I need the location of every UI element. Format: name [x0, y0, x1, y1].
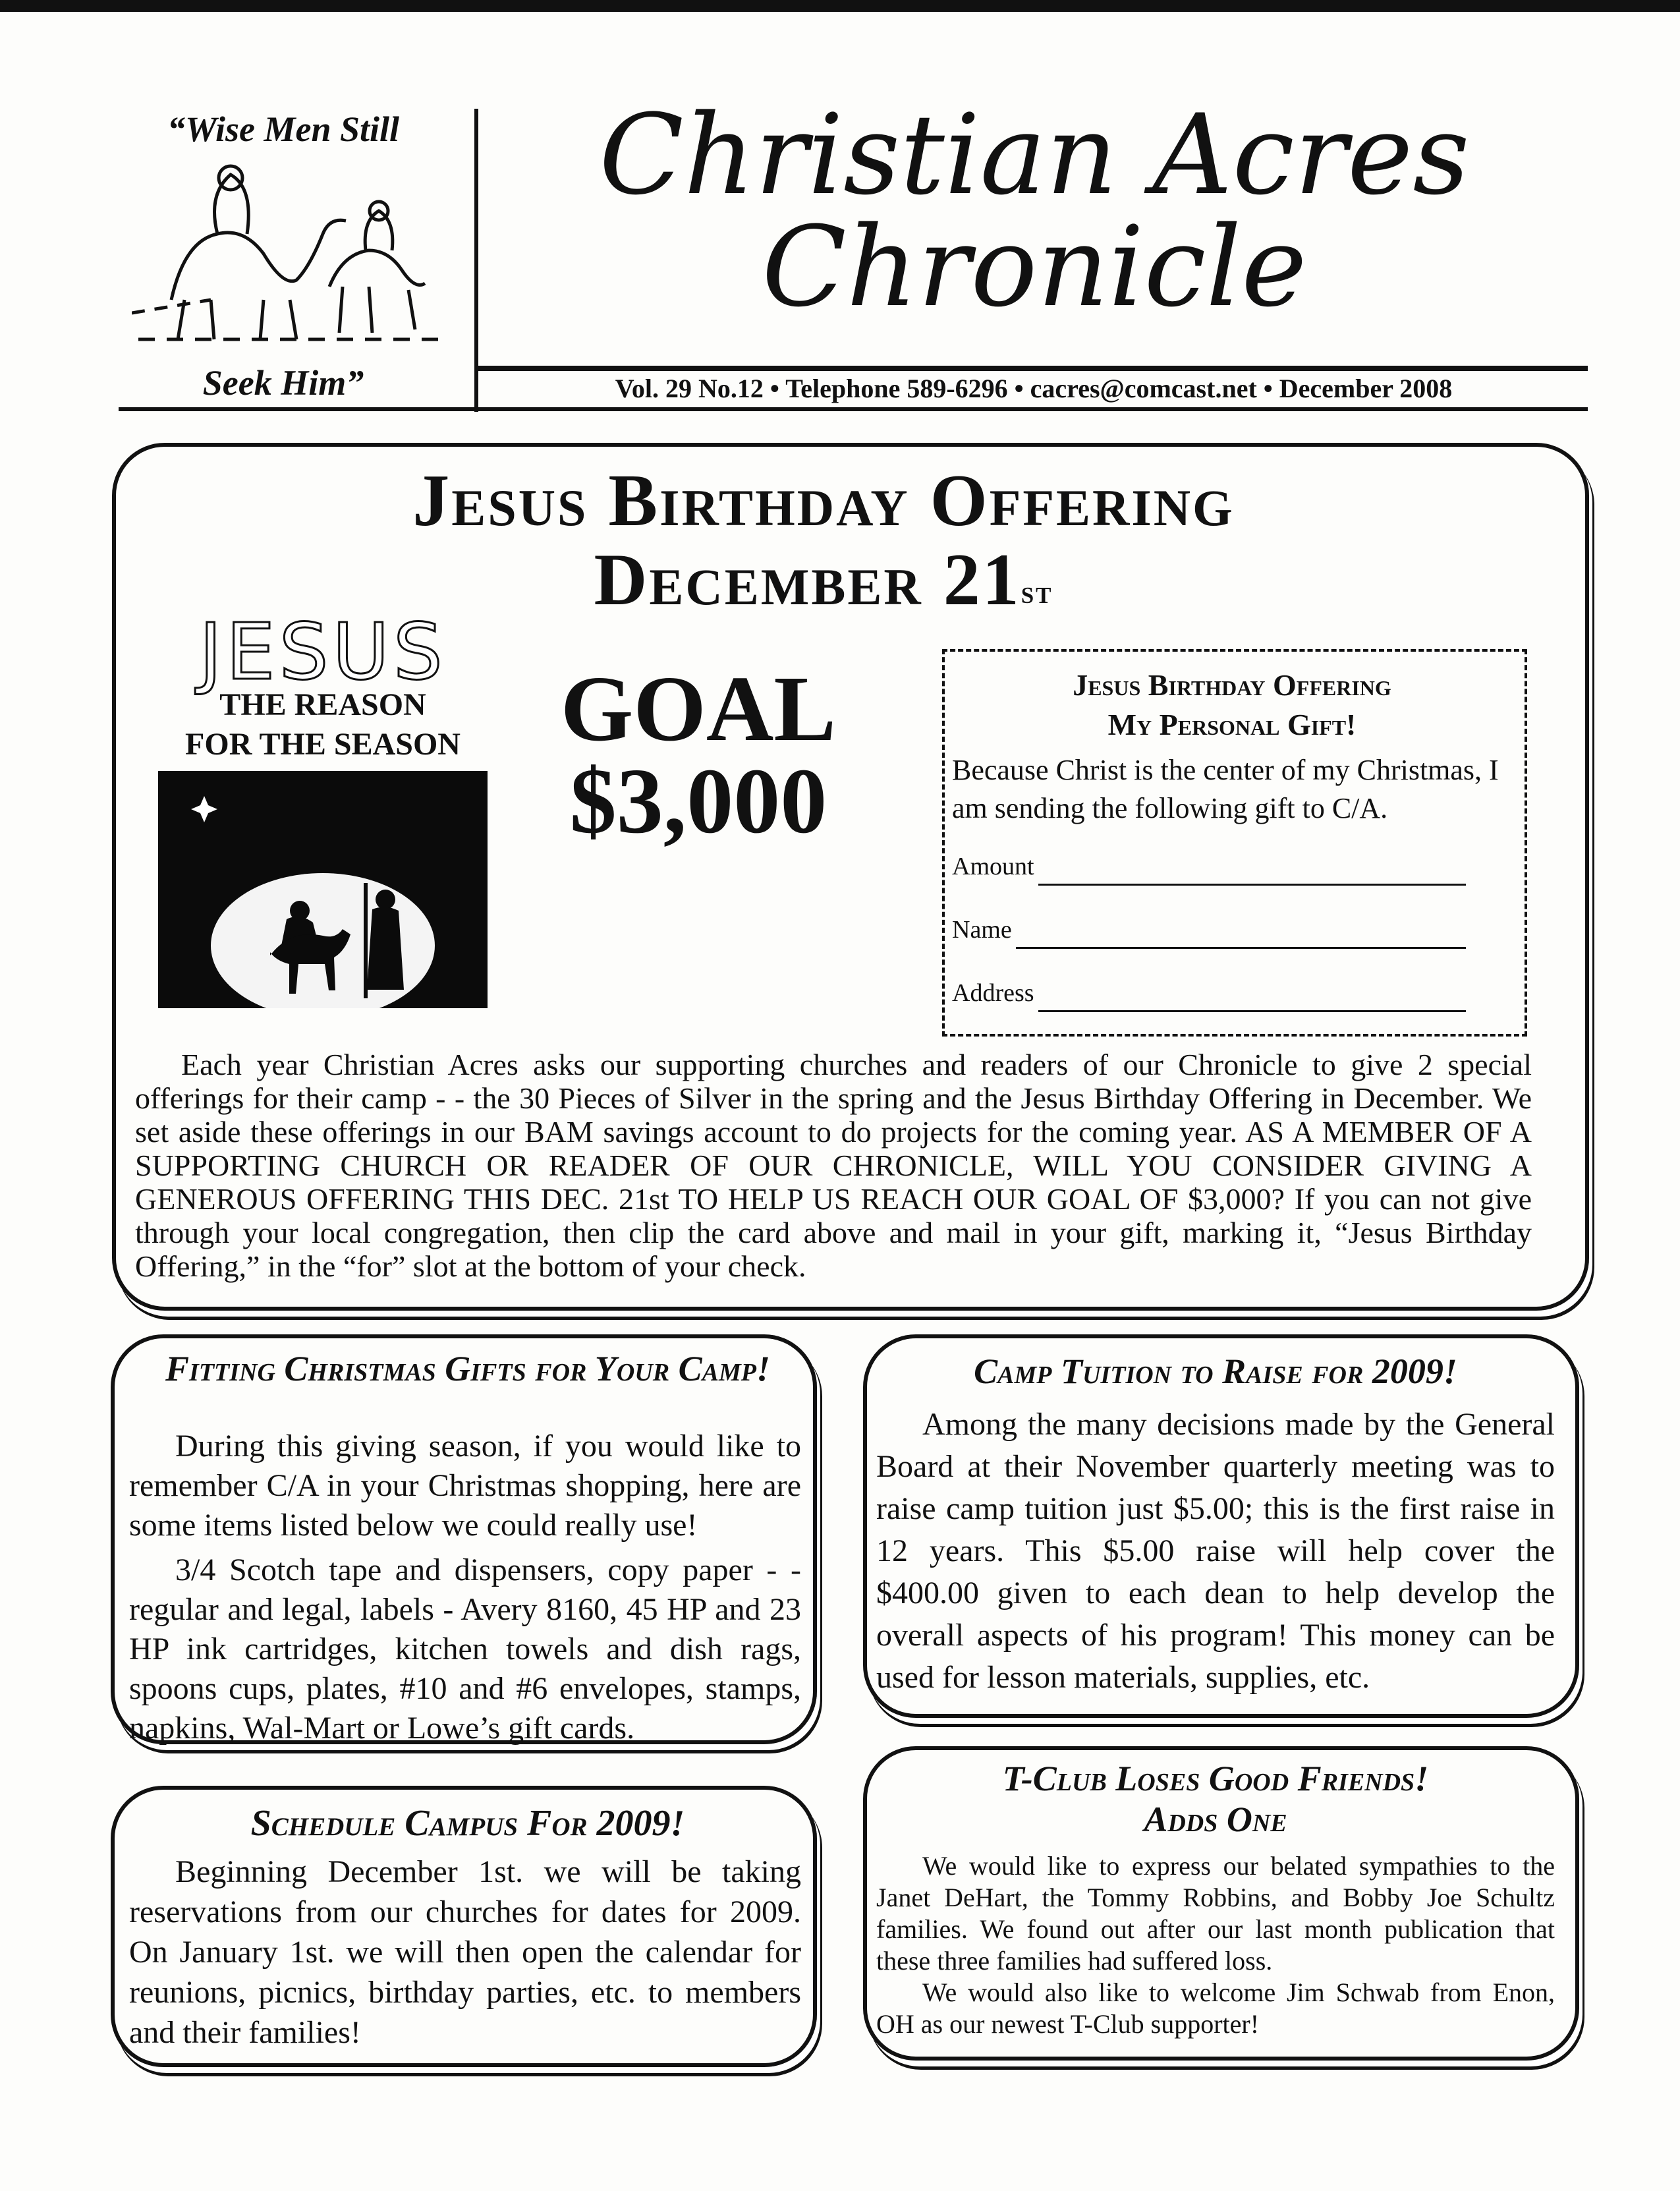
- tagline-top: “Wise Men Still: [167, 109, 400, 149]
- goal-amount: $3,000: [569, 749, 827, 853]
- gifts-title: Fitting Christmas Gifts for Your Camp!: [165, 1349, 770, 1388]
- goal: [514, 656, 883, 853]
- reason-for-season: THE REASON FOR THE SEASON: [185, 687, 461, 762]
- wise-men-camels-illustration: [132, 148, 455, 353]
- amount-field[interactable]: Amount: [952, 847, 1519, 886]
- nativity-image: [158, 771, 488, 1008]
- schedule-title: Schedule Campus For 2009!: [250, 1803, 685, 1844]
- address-field[interactable]: Address: [952, 974, 1519, 1012]
- offering-date: December 21st: [594, 539, 1053, 621]
- name-field[interactable]: Name: [952, 911, 1519, 949]
- gifts-body: During this giving season, if you would like to remember C/A in your Christmas shopping, here are some items listed below we could really use! 3/4 Scotch tape and dispensers, copy paper - - regular and legal, labels - Avery 8160, 45 HP and 23 HP ink cartridges, kitchen towels and dish rags, spoons cups, plates, #10 and #6 envelopes, stamps, napkins, Wal-Mart or Lowe’s gift cards.: [129, 1429, 801, 1746]
- coupon-title: Jesus Birthday Offering My Personal Gift!: [1073, 668, 1391, 741]
- tagline-bottom: Seek Him”: [202, 363, 364, 403]
- title-line-1: Christian Acres: [599, 90, 1470, 219]
- schedule-body: Beginning December 1st. we will be taking reservations from our churches for dates for 2009. On January 1st. we will then open the calendar for reunions, picnics, birthday parties, etc. to members and their families!: [129, 1854, 801, 2050]
- jesus-outline-heading: JESUS: [199, 606, 447, 697]
- offering-description: Each year Christian Acres asks our supporting churches and readers of our Chronicle to give 2 special offerings for their camp - - the 30 Pieces of Silver in the spring and the Jesus Birthday Offering in December. We set aside these offerings in our BAM savings account to do projects for the coming year. AS A MEMBER OF A SUPPORTING CHURCH OR READER OF OUR CHRONICLE, WILL YOU CONSIDER GIVING A GENEROUS OFFERING THIS DEC. 21st TO HELP US REACH OUR GOAL OF $3,000? If you can not give through your local congregation, then clip the card above and mail in your gift, marking it, “Jesus Birthday Offering,” in the “for” slot at the bottom of your check.: [135, 1048, 1532, 1283]
- tclub-title: T-Club Loses Good Friends! Adds One: [1002, 1759, 1429, 1839]
- issue-info: Vol. 29 No.12 • Telephone 589-6296 • cacres@comcast.net • December 2008: [615, 373, 1453, 403]
- coupon-body: [952, 751, 1519, 1012]
- tclub-body: We would like to express our belated sympathies to the Janet DeHart, the Tommy Robbins, and Bobby Joe Schultz families. We found out after our last month publication that these three families had suffered loss. We would also like to welcome Jim Schwab from Enon, OH as our newest T-Club supporter!: [876, 1851, 1555, 2039]
- offering-title-line-1: Jesus Birthday Offering: [412, 460, 1235, 542]
- offering-title: [165, 461, 1482, 619]
- masthead-rule-bottom: [119, 407, 1588, 411]
- top-border: [0, 0, 1680, 12]
- tuition-body: Among the many decisions made by the General Board at their November quarterly meeting was to raise camp tuition just $5.00; this is the first raise in 12 years. This $5.00 raise will help cover the $400.00 given to each dean to help develop the overall aspects of his program! This money can be used for lesson materials, supplies, etc.: [876, 1407, 1555, 1695]
- title-line-2: Chronicle: [762, 202, 1307, 331]
- coupon-statement: Because Christ is the center of my Christmas, I am sending the following gift to C/A.: [952, 754, 1499, 824]
- tuition-title: Camp Tuition to Raise for 2009!: [974, 1352, 1457, 1391]
- goal-label: GOAL: [560, 656, 837, 760]
- newsletter-title: [501, 90, 1568, 331]
